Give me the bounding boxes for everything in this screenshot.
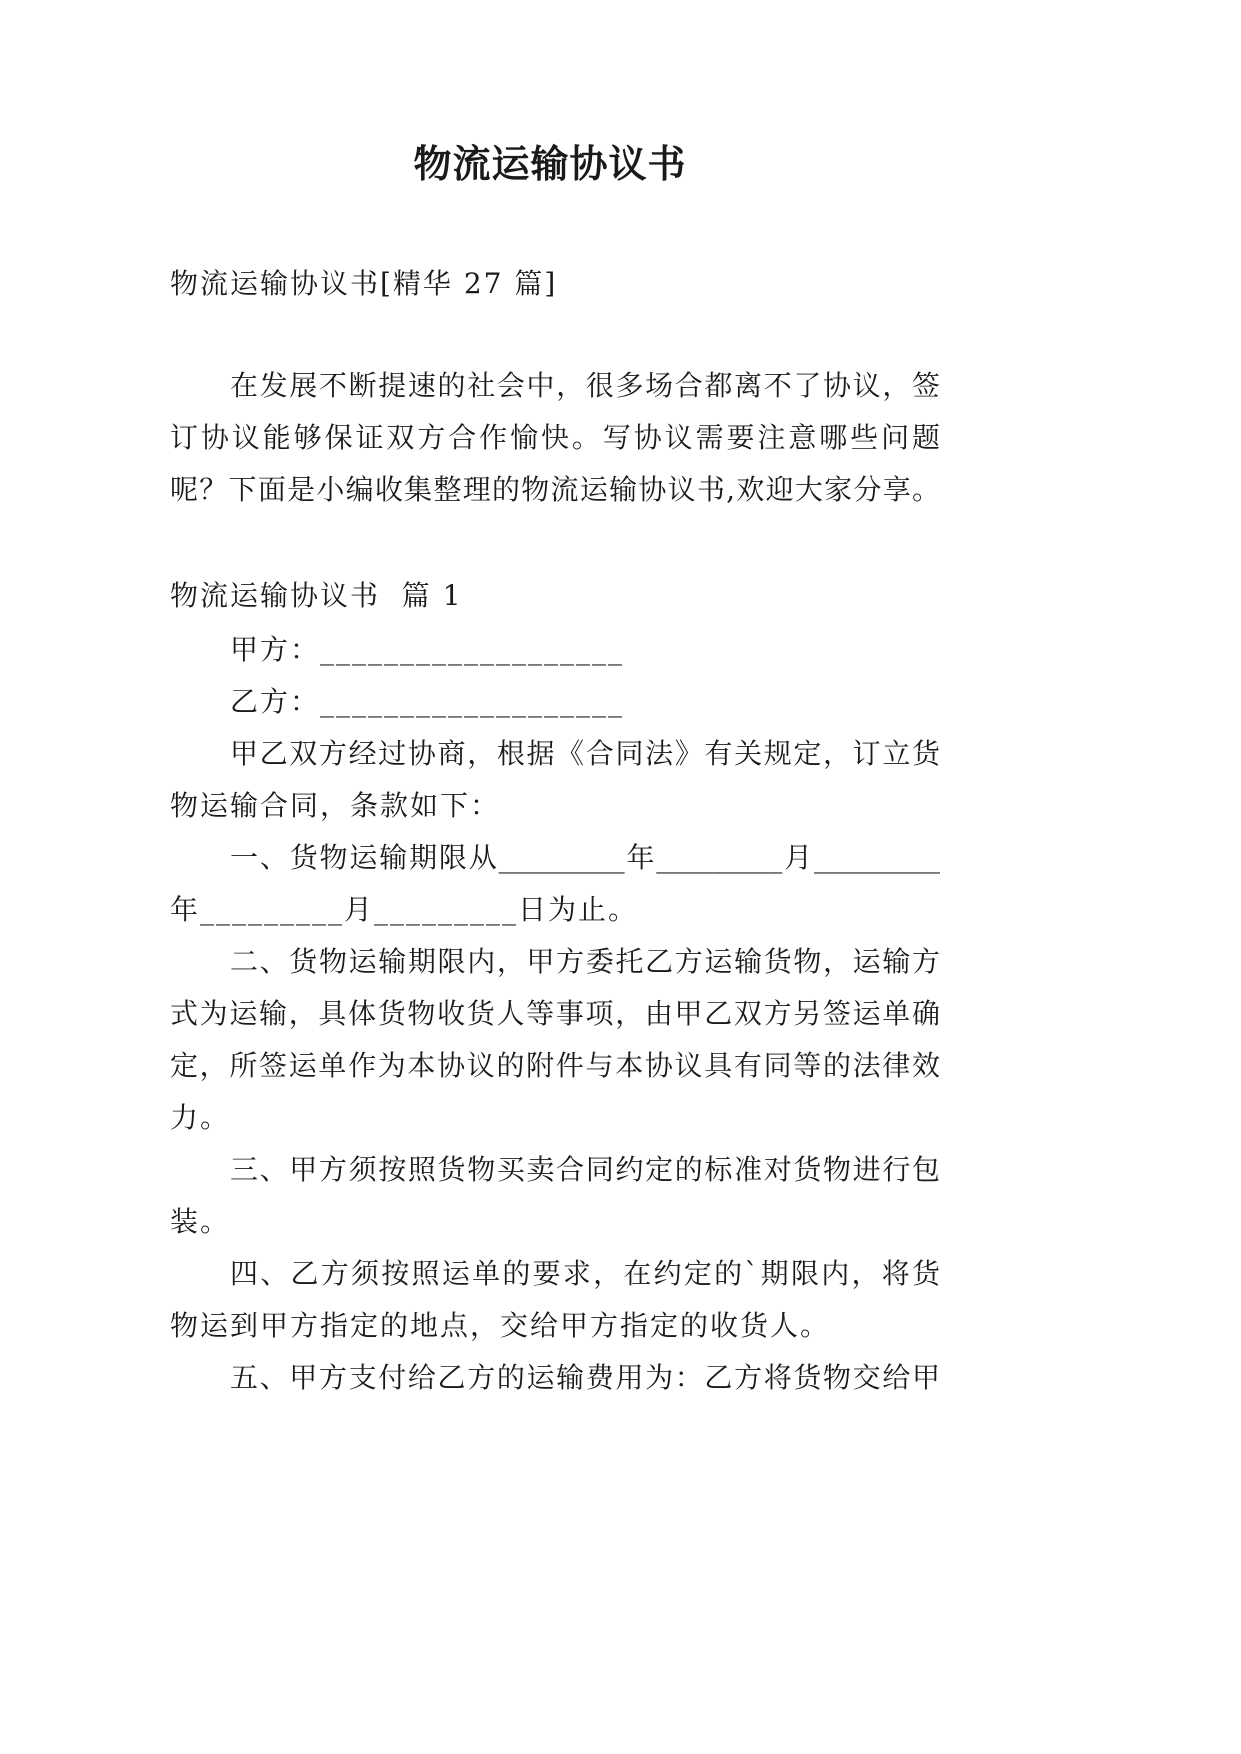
clause-3-line-2: 装。	[170, 1205, 231, 1238]
clause-2-line-2: 式为运输，具体货物收货人等事项，由甲乙双方另签运单确	[170, 997, 940, 1030]
intro-line-3: 呢？下面是小编收集整理的物流运输协议书,欢迎大家分享。	[170, 473, 940, 506]
section-heading: 物流运输协议书 篇 1	[170, 579, 463, 612]
clause-1-line-2: 年_________月_________日为止。	[170, 893, 639, 926]
body-line-1: 甲乙双方经过协商，根据《合同法》有关规定，订立货	[230, 737, 940, 770]
clause-3-line-1: 三、甲方须按照货物买卖合同约定的标准对货物进行包	[230, 1153, 940, 1186]
clause-2-line-3: 定，所签运单作为本协议的附件与本协议具有同等的法律效	[170, 1049, 940, 1082]
party-b-line: 乙方：___________________	[230, 685, 625, 718]
document-title: 物流运输协议书	[413, 142, 687, 186]
document-subtitle: 物流运输协议书[精华 27 篇]	[170, 267, 558, 300]
clause-2-line-1: 二、货物运输期限内，甲方委托乙方运输货物，运输方	[230, 945, 940, 978]
clause-4-line-2: 物运到甲方指定的地点，交给甲方指定的收货人。	[170, 1309, 831, 1342]
clause-2-line-4: 力。	[170, 1101, 231, 1134]
clause-5-line-1: 五、甲方支付给乙方的运输费用为：乙方将货物交给甲	[230, 1361, 940, 1394]
intro-line-2: 订协议能够保证双方合作愉快。写协议需要注意哪些问题	[170, 421, 940, 454]
intro-line-1: 在发展不断提速的社会中，很多场合都离不了协议，签	[230, 369, 940, 402]
party-a-line: 甲方：___________________	[230, 633, 625, 666]
clause-4-line-1: 四、乙方须按照运单的要求，在约定的`期限内，将货	[230, 1257, 940, 1290]
body-line-2: 物运输合同，条款如下：	[170, 789, 501, 822]
clause-1-line-1: 一、货物运输期限从_________年_________月_________	[230, 841, 940, 874]
